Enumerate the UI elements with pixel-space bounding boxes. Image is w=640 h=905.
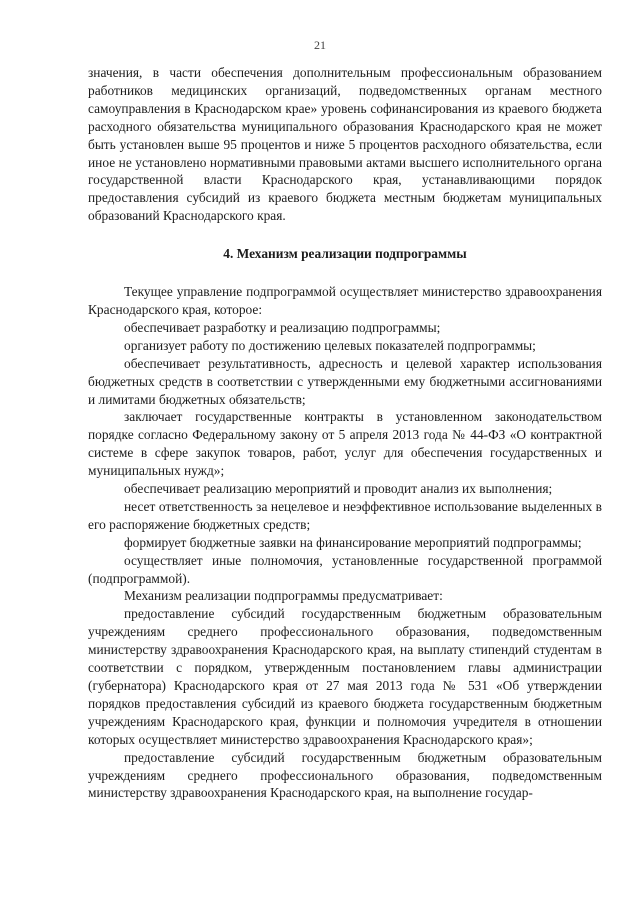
- paragraph: заключает государственные контракты в установленном законодательством порядке согласно Федеральному закону от 5 апреля 2013 года № 44-ФЗ «О контрактной системе в сфере закупок товаров, работ, услуг для обеспечения государственных и муниципальных нужд»;: [88, 409, 602, 479]
- section-heading: 4. Механизм реализации подпрограммы: [223, 246, 467, 262]
- paragraph: предоставление субсидий государственным бюджетным образовательным учреждениям среднего профессионального образования, подведомственным министерству здравоохранения Краснодарского края, на выплату стипендий студентам в соответствии с порядком, утвержденным постановлением главы администрации (губернатора) Краснодарского края от 27 мая 2013 года № 531 «Об утверждении порядков предоставления субсидий из краевого бюджета государственным бюджетным учреждениям Краснодарского края, функции и полномочия учредителя в отношении которых осуществляет министерство здравоохранения Краснодарского края»;: [88, 606, 602, 747]
- paragraph: осуществляет иные полномочия, установленные государственной программой (подпрограммой).: [88, 552, 602, 586]
- paragraph: обеспечивает результативность, адресность и целевой характер использования бюджетных средств в соответствии с утвержденными ему бюджетными ассигнованиями и лимитами бюджетных обязательств;: [88, 355, 602, 407]
- document-body: [88, 64, 602, 802]
- paragraph: формирует бюджетные заявки на финансирование мероприятий подпрограммы;: [124, 534, 582, 550]
- paragraph: предоставление субсидий государственным бюджетным образовательным учреждениям среднего профессионального образования, подведомственным министерству здравоохранения Краснодарского края, на выполнение государ-: [88, 749, 602, 801]
- paragraph: обеспечивает реализацию мероприятий и проводит анализ их выполнения;: [124, 481, 553, 497]
- paragraph: обеспечивает разработку и реализацию подпрограммы;: [124, 319, 441, 335]
- page-number: 21: [314, 38, 326, 52]
- paragraph-continuation: значения, в части обеспечения дополнительным профессиональным образованием работников медицинских организаций, подведомственных органам местного самоуправления в Краснодарском крае» уровень софинансирования из краевого бюджета расходного обязательства муниципального образования Краснодарского края не может быть установлен выше 95 процентов и ниже 5 процентов расходного обязательства, если иное не установлено нормативными правовыми актами высшего исполнительного органа государственной власти Краснодарского края, устанавливающими порядок предоставления субсидий из краевого бюджета местным бюджетам муниципальных образований Краснодарского края.: [88, 65, 602, 224]
- paragraph: Текущее управление подпрограммой осуществляет министерство здравоохранения Краснодарского края, которое:: [88, 284, 602, 317]
- paragraph: несет ответственность за нецелевое и неэффективное использование выделенных в его распоряжение бюджетных средств;: [88, 498, 602, 532]
- paragraph: Механизм реализации подпрограммы предусматривает:: [124, 588, 443, 604]
- paragraph: организует работу по достижению целевых показателей подпрограммы;: [124, 337, 536, 353]
